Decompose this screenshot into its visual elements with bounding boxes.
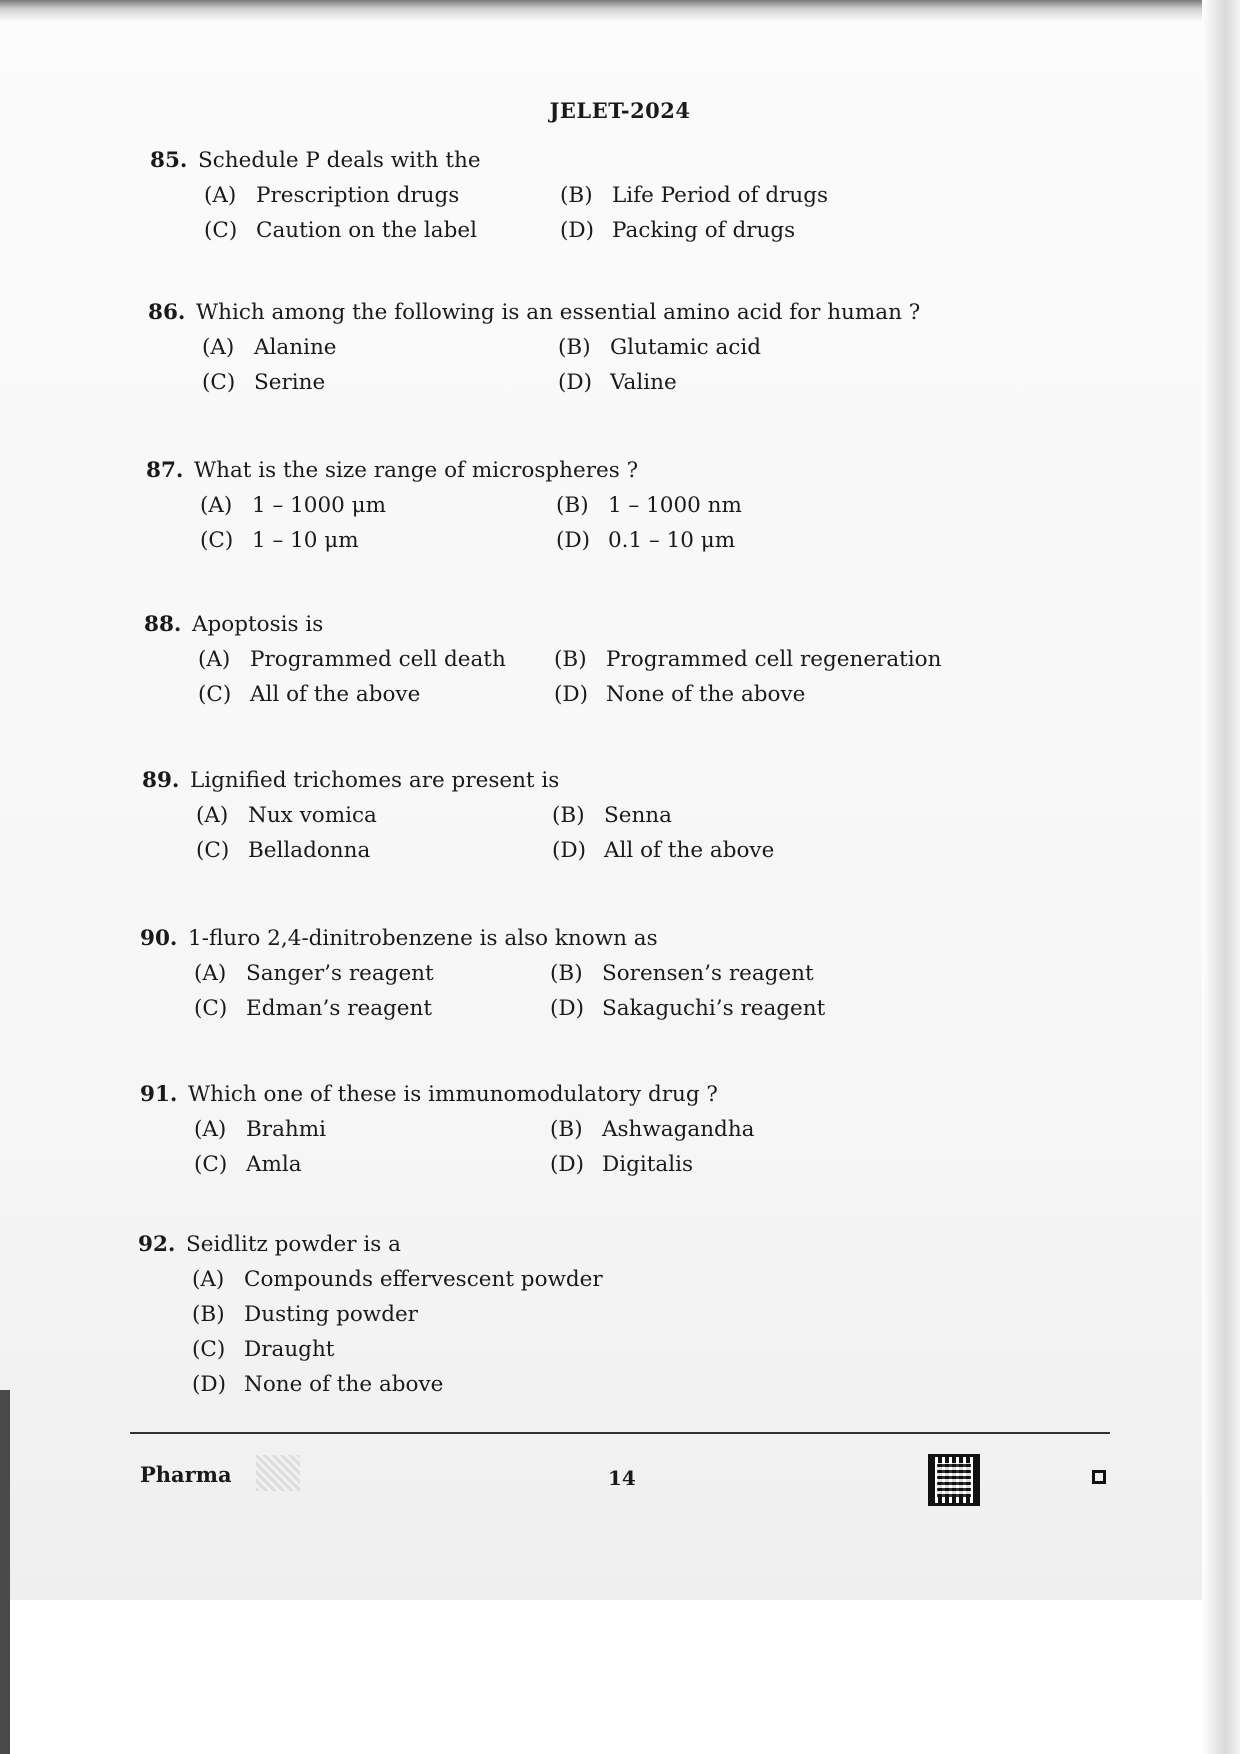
option-c[interactable]: (C) All of the above [198,682,421,707]
option-d[interactable]: (D) All of the above [552,838,775,863]
option-b[interactable]: (B) Ashwagandha [550,1117,755,1142]
footer-subject: Pharma [140,1462,232,1487]
question-text: What is the size range of microspheres ? [194,458,639,483]
option-a[interactable]: (A) Programmed cell death [198,647,506,672]
exam-title: JELET-2024 [549,98,691,123]
question-89 [142,768,962,863]
faint-stamp [256,1455,300,1491]
option-c[interactable]: (C) 1 – 10 μm [200,528,359,553]
option-a[interactable]: (A) Nux vomica [196,803,377,828]
question-92 [138,1232,838,1397]
option-b[interactable]: (B) Programmed cell regeneration [554,647,942,672]
option-a[interactable]: (A) Compounds effervescent powder [192,1267,603,1292]
footer-divider [130,1432,1110,1434]
question-87 [146,458,966,553]
question-number: 85. [150,148,188,173]
option-d[interactable]: (D) Sakaguchi’s reagent [550,996,826,1021]
question-number: 89. [142,768,180,793]
option-c[interactable]: (C) Serine [202,370,326,395]
option-b[interactable]: (B) Life Period of drugs [560,183,829,208]
question-number: 92. [138,1232,176,1257]
question-number: 88. [144,612,182,637]
option-b[interactable]: (B) Glutamic acid [558,335,761,360]
question-text: Apoptosis is [192,612,324,637]
question-text: Schedule P deals with the [198,148,481,173]
question-86 [148,300,968,395]
option-d[interactable]: (D) None of the above [192,1372,444,1397]
question-88 [144,612,964,707]
question-number: 91. [140,1082,178,1107]
option-d[interactable]: (D) Digitalis [550,1152,693,1177]
question-91 [140,1082,960,1177]
question-text: Which among the following is an essential amino acid for human ? [196,300,921,325]
option-d[interactable]: (D) 0.1 – 10 μm [556,528,736,553]
option-d[interactable]: (D) None of the above [554,682,806,707]
option-d[interactable]: (D) Valine [558,370,677,395]
option-b[interactable]: (B) Senna [552,803,672,828]
question-85 [150,148,970,243]
option-b[interactable]: (B) Sorensen’s reagent [550,961,814,986]
option-a[interactable]: (A) Sanger’s reagent [194,961,434,986]
page-number: 14 [608,1466,636,1490]
square-mark-icon [1092,1470,1106,1484]
question-text: 1-fluro 2,4-dinitrobenzene is also known as [188,926,658,951]
question-90 [140,926,960,1021]
question-number: 87. [146,458,184,483]
option-c[interactable]: (C) Amla [194,1152,302,1177]
option-a[interactable]: (A) 1 – 1000 μm [200,493,387,518]
question-text: Seidlitz powder is a [186,1232,401,1257]
question-text: Lignified trichomes are present is [190,768,560,793]
scan-edge-top [0,0,1240,22]
option-a[interactable]: (A) Prescription drugs [204,183,460,208]
question-number: 90. [140,926,178,951]
qr-code-icon [928,1454,980,1506]
scan-edge-right [1202,0,1240,1754]
option-c[interactable]: (C) Draught [192,1337,335,1362]
question-text: Which one of these is immunomodulatory drug ? [188,1082,718,1107]
option-c[interactable]: (C) Edman’s reagent [194,996,433,1021]
option-a[interactable]: (A) Brahmi [194,1117,327,1142]
option-b[interactable]: (B) 1 – 1000 nm [556,493,742,518]
option-d[interactable]: (D) Packing of drugs [560,218,796,243]
question-number: 86. [148,300,186,325]
option-a[interactable]: (A) Alanine [202,335,337,360]
option-c[interactable]: (C) Caution on the label [204,218,477,243]
option-c[interactable]: (C) Belladonna [196,838,371,863]
scan-edge-left [0,1390,10,1754]
option-b[interactable]: (B) Dusting powder [192,1302,418,1327]
